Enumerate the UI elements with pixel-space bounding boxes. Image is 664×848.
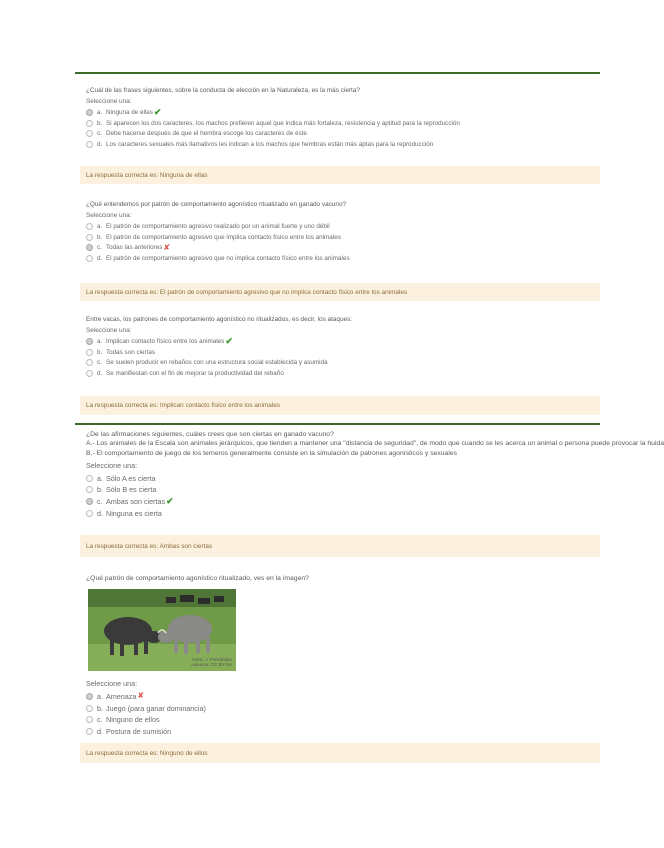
- radio-icon[interactable]: [86, 109, 93, 116]
- radio-icon[interactable]: [86, 223, 93, 230]
- q2-option-c[interactable]: c. Todas las anteriores ✘: [86, 243, 596, 254]
- question-2-text: ¿Qué entendemos por patrón de comportamiento agonístico ritualizado en ganado vacuno?: [86, 201, 347, 208]
- q5-option-b[interactable]: b. Juego (para ganar dominancia): [86, 702, 596, 714]
- q1-option-a[interactable]: a. Ninguna de ellas ✔: [86, 107, 596, 118]
- question-1-text: ¿Cuál de las frases siguientes, sobre la conducta de elección en la Naturaleza, es la más cierta?: [86, 87, 360, 94]
- radio-icon[interactable]: [86, 510, 93, 517]
- q3-option-c[interactable]: c. Se suelen producir en rebaños con una estructura social establecida y asumida: [86, 358, 596, 369]
- q3-option-b[interactable]: b. Todas son ciertas: [86, 347, 596, 358]
- question-4-feedback: La respuesta correcta es: Ambas son ciertas: [80, 535, 600, 557]
- question-2-select-label: Seleccione una:: [86, 212, 132, 220]
- radio-icon[interactable]: [86, 705, 93, 712]
- radio-icon[interactable]: [86, 716, 93, 723]
- q4-option-d[interactable]: d. Ninguna es cierta: [86, 508, 596, 520]
- q2-option-a[interactable]: a. El patrón de comportamiento agresivo realizado por un animal fuerte y uno débil: [86, 221, 596, 232]
- question-3-text: Entre vacas, los patrones de comportamiento agonístico no ritualizados, es decir, los ataques:: [86, 316, 353, 323]
- correct-check-icon: ✔: [166, 496, 174, 507]
- question-1-select-label: Seleccione una:: [86, 98, 132, 106]
- question-4-text: ¿De las afirmaciones siguientes, cuáles crees que son ciertas en ganado vacuno?: [86, 431, 334, 438]
- q5-option-d[interactable]: d. Postura de sumisión: [86, 726, 596, 738]
- question-2: [86, 201, 596, 264]
- radio-icon[interactable]: [86, 728, 93, 735]
- question-4-statement-a: A.- Los animales de la Escala son animales jerárquicos, que tienden a mantener una "distancia de seguridad", de modo que cuando se les acerca un animal o persona puede provocar la huida: [86, 440, 664, 448]
- radio-icon[interactable]: [86, 234, 93, 241]
- radio-icon[interactable]: [86, 370, 93, 377]
- question-3-feedback: La respuesta correcta es: Implican contacto físico entre los animales: [80, 396, 600, 415]
- question-2-feedback: La respuesta correcta es: El patrón de comportamiento agresivo que no implica contacto físico entre los animales: [80, 283, 600, 301]
- radio-icon[interactable]: [86, 141, 93, 148]
- q2-option-d[interactable]: d. El patrón de comportamiento agresivo que no implica contacto físico entre los animales: [86, 253, 596, 264]
- radio-icon[interactable]: [86, 130, 93, 137]
- radio-icon[interactable]: [86, 693, 93, 700]
- radio-icon[interactable]: [86, 244, 93, 251]
- radio-icon[interactable]: [86, 338, 93, 345]
- correct-check-icon: ✔: [153, 107, 162, 118]
- q4-option-b[interactable]: b. Sólo B es cierta: [86, 484, 596, 496]
- q4-option-a[interactable]: a. Sólo A es cierta: [86, 472, 596, 484]
- question-1-top-rule: [75, 72, 600, 74]
- q3-option-d[interactable]: d. Se manifiestan con el fin de mejorar la productividad del rebaño: [86, 368, 596, 379]
- q1-option-c[interactable]: c. Debe hacerse después de que el hembra escoge los caracteres de éste: [86, 129, 596, 140]
- question-4: [86, 430, 664, 519]
- correct-check-icon: ✔: [225, 336, 233, 347]
- radio-icon[interactable]: [86, 498, 93, 505]
- q5-option-a[interactable]: a. Amenaza ✘: [86, 690, 596, 702]
- question-4-statement-b: B.- El comportamiento de juego de los terneros generalmente consiste en la simulación de patrones agonísticos y sexuales: [86, 449, 458, 457]
- radio-icon[interactable]: [86, 486, 93, 493]
- question-5: [86, 574, 596, 738]
- question-1-feedback: La respuesta correcta es: Ninguna de ellas: [80, 166, 600, 184]
- question-5-feedback: La respuesta correcta es: Ninguno de ellos: [80, 743, 600, 763]
- question-5-text: ¿Qué patrón de comportamiento agonístico ritualizado, ves en la imagen?: [86, 575, 309, 582]
- q1-option-b[interactable]: b. Si aparecen los dos caracteres, los machos prefieren aquel que indica más fortaleza, resistencia y aptitud para la reproducción: [86, 118, 596, 129]
- incorrect-cross-icon: ✘: [163, 242, 171, 252]
- q4-option-c[interactable]: c. Ambas son ciertas ✔: [86, 496, 596, 508]
- q2-option-b[interactable]: b. El patrón de comportamiento agresivo que implica contacto físico entre los animales: [86, 232, 596, 243]
- q5-option-c[interactable]: c. Ninguno de ellos: [86, 714, 596, 726]
- question-1: [86, 87, 596, 150]
- photo-caption: Autor: J. Fernández Licencia: CC BY-SA: [191, 657, 232, 668]
- question-4-select-label: Seleccione una:: [86, 461, 138, 471]
- bulls-fighting-photo: [88, 589, 236, 671]
- radio-icon[interactable]: [86, 120, 93, 127]
- question-4-top-rule: [75, 423, 600, 425]
- question-3: [86, 316, 596, 379]
- q3-option-a[interactable]: a. Implican contacto físico entre los animales ✔: [86, 336, 596, 347]
- radio-icon[interactable]: [86, 475, 93, 482]
- radio-icon[interactable]: [86, 349, 93, 356]
- radio-icon[interactable]: [86, 255, 93, 262]
- question-3-select-label: Seleccione una:: [86, 327, 132, 335]
- q1-option-d[interactable]: d. Los caracteres sexuales más llamativos les indican a los machos que hembras están más aptas para la reproducción: [86, 139, 596, 150]
- incorrect-cross-icon: ✘: [137, 691, 145, 701]
- question-5-select-label: Seleccione una:: [86, 679, 138, 689]
- radio-icon[interactable]: [86, 359, 93, 366]
